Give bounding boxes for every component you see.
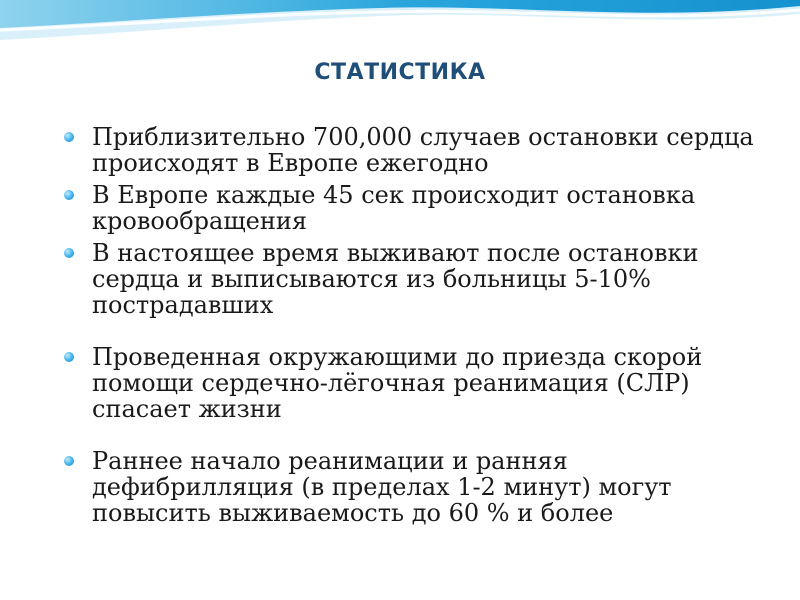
list-item (62, 124, 774, 176)
circle-bullet-icon (64, 132, 74, 142)
circle-bullet-icon (64, 190, 74, 200)
slide-title: СТАТИСТИКА (314, 60, 486, 85)
circle-bullet-icon (64, 248, 74, 258)
list-item (62, 240, 774, 318)
circle-bullet-icon (64, 352, 74, 362)
list-item-text: В настоящее время выживают после остановки сердца и выписываются из больницы 5-10% пострадавших (92, 239, 699, 319)
list-item-text: В Европе каждые 45 сек происходит остановка кровообращения (92, 181, 696, 235)
list-item (62, 448, 774, 526)
bullet-list (62, 124, 774, 532)
list-item-text: Проведенная окружающими до приезда скорой помощи сердечно-лёгочная реанимация (СЛР) спасает жизни (92, 343, 703, 423)
list-item (62, 182, 774, 234)
circle-bullet-icon (64, 456, 74, 466)
list-item (62, 344, 774, 422)
list-item-text: Раннее начало реанимации и ранняя дефибрилляция (в пределах 1-2 минут) могут повысить выживаемость до 60 % и более (92, 447, 672, 527)
list-item-text: Приблизительно 700,000 случаев остановки сердца происходят в Европе ежегодно (92, 123, 754, 177)
